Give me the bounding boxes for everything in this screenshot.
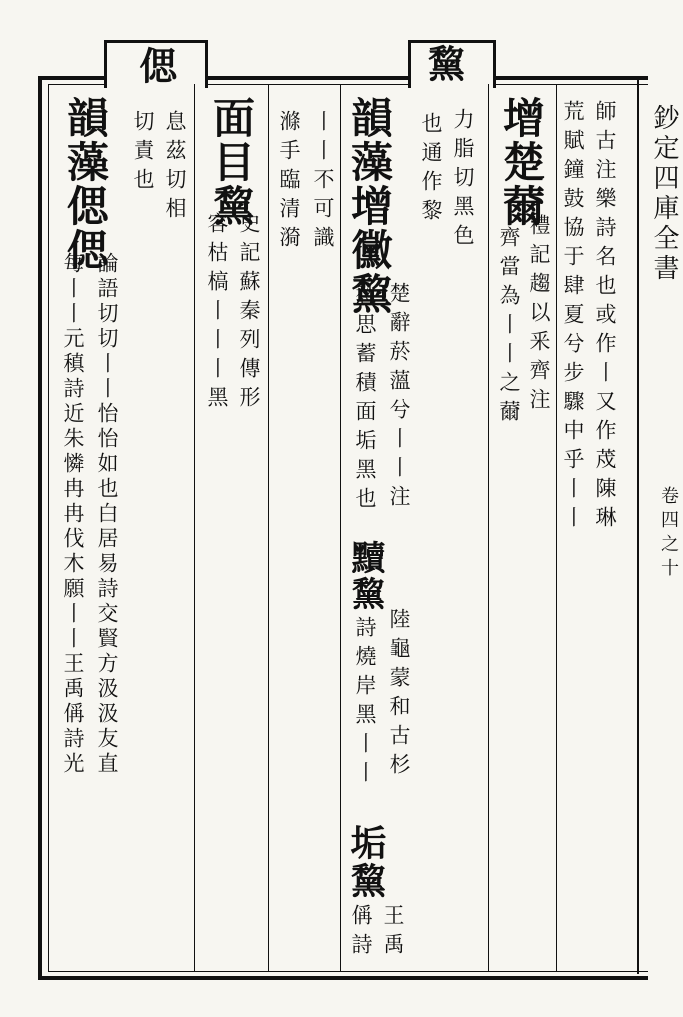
entry-term: 韻藻增黴黧: [345, 96, 394, 316]
column-rule: [488, 84, 489, 972]
volume-label: 卷四之十: [658, 486, 679, 582]
text-column: 師古注樂詩名也或作丨又作荗陳琳: [593, 100, 617, 535]
text-column: 息茲切相: [163, 110, 187, 226]
text-column: 力脂切黑色: [451, 108, 475, 253]
text-column: 荒賦鐘鼓協于肆夏兮步驟中乎丨丨: [561, 100, 585, 535]
text-column: 史記蘇秦列傳形: [237, 212, 261, 415]
column-rule: [194, 84, 195, 972]
text-column: 詩燒岸黑丨丨: [353, 616, 377, 790]
column-rule: [556, 84, 557, 972]
text-column: 滌手臨清漪: [277, 110, 301, 255]
text-column: 王禹: [381, 904, 405, 962]
text-column: 也通作黎: [419, 112, 443, 228]
entry-term: 增楚薾: [497, 96, 546, 228]
text-column: 論語切切丨丨怡怡如也白居易詩交賢方汲汲友直: [95, 252, 119, 777]
heading-character-si: 偲: [133, 46, 178, 84]
text-column: 容枯槁丨丨丨黑: [205, 212, 229, 415]
entry-term: 韻藻偲偲: [61, 96, 110, 272]
text-column: 切責也: [131, 110, 155, 197]
column-rule: [268, 84, 269, 972]
text-column: 齊當為丨丨之薾: [497, 226, 521, 429]
text-column: 陸龜蒙和古杉: [387, 608, 411, 782]
entry-term: 黷黧: [345, 540, 385, 612]
text-column: 禮記趨以釆齊注: [527, 214, 551, 417]
text-column: 偁詩: [349, 904, 373, 962]
text-column: 每丨丨元稹詩近朱憐冉冉伐木願丨丨王禹偁詩光: [61, 252, 85, 777]
text-column: 丨丨不可識: [311, 110, 335, 255]
book-title: 鈔定四庫全書: [649, 104, 679, 284]
heading-character-li: 黧: [421, 44, 466, 82]
text-column: 楚辭菸薀兮丨丨注: [387, 282, 411, 514]
entry-term: 面目黧: [207, 96, 256, 228]
text-column: 愁思蓄積面垢黑也: [353, 284, 377, 516]
column-rule: [340, 84, 341, 972]
entry-term: 垢黧: [345, 824, 387, 900]
